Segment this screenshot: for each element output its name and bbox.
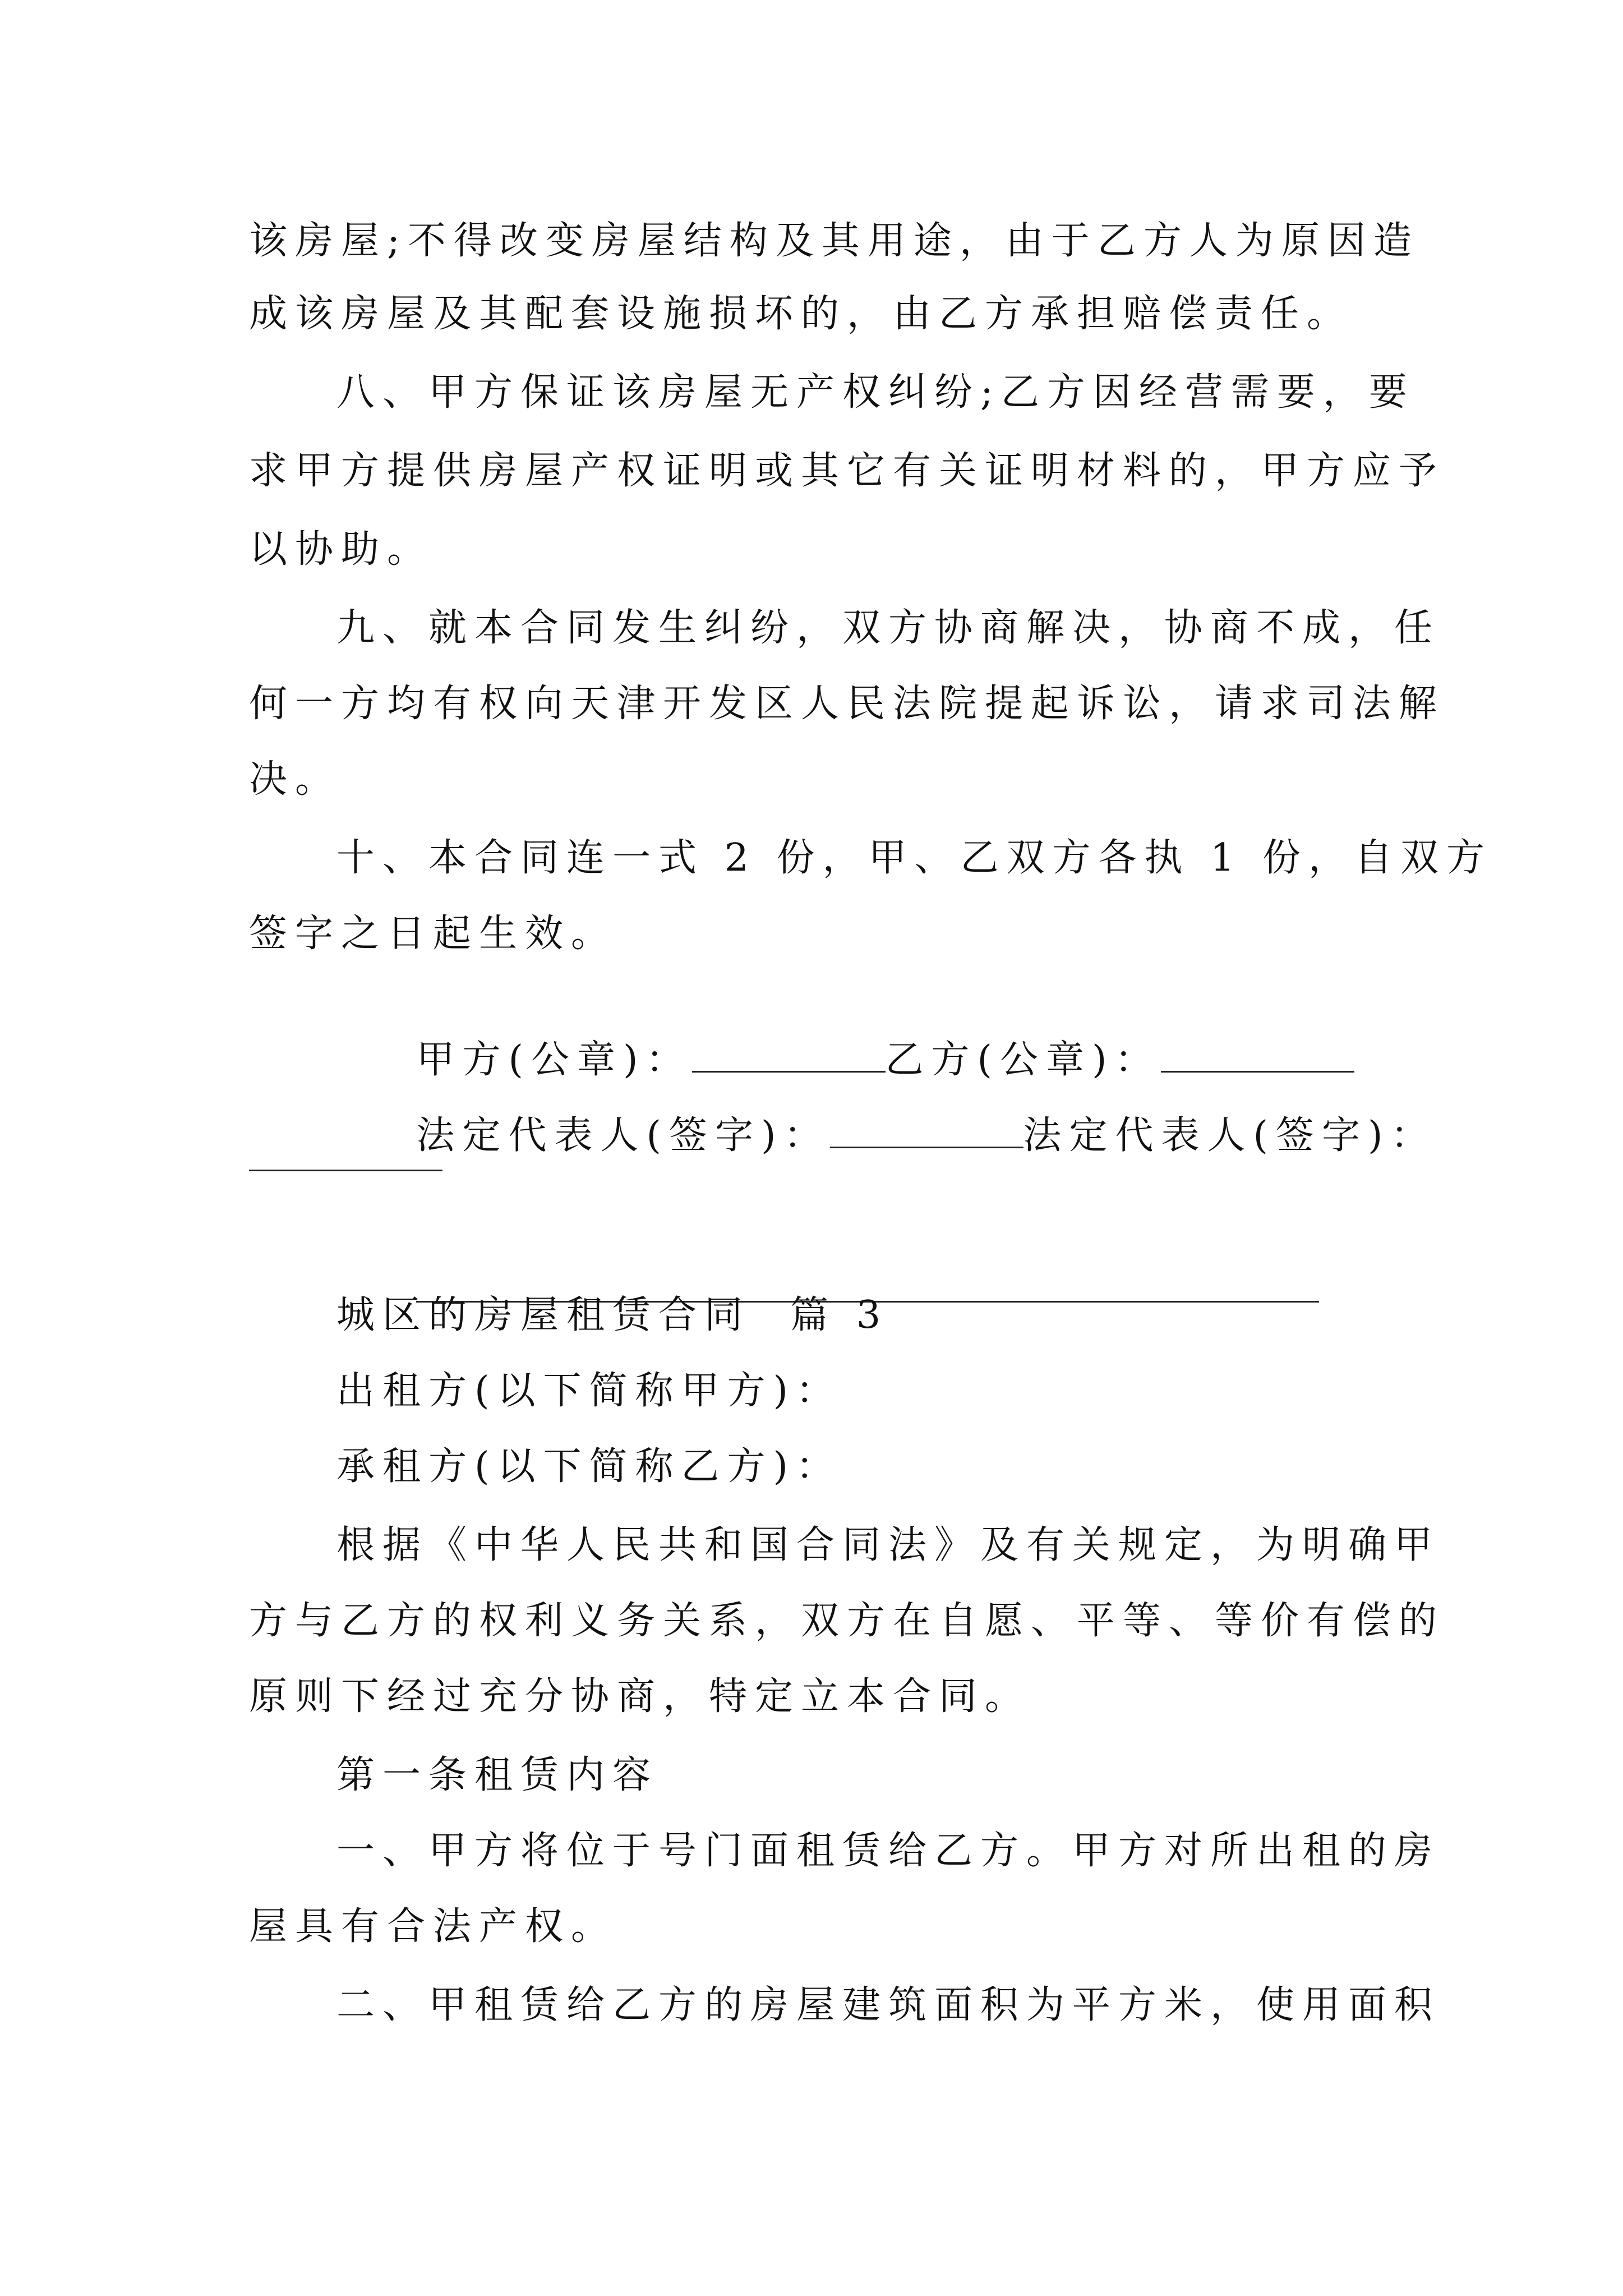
paragraph-line: 决。 [249, 757, 342, 802]
party-a-representative-label: 法定代表人(签字)： [416, 1114, 830, 1158]
party-b-seal-label: 乙方(公章)： [885, 1038, 1161, 1082]
item-2-line: 二、甲租赁给乙方的房屋建筑面积为平方米，使用面积 [336, 1983, 1441, 2027]
party-a-seal-label: 甲方(公章)： [416, 1038, 692, 1082]
year-blank [868, 1266, 1061, 1303]
paragraph-line: 方与乙方的权利义务关系，双方在自愿、平等、等价有偿的 [249, 1599, 1445, 1643]
party-a-signature-blank [830, 1112, 1023, 1148]
signature-line [336, 1060, 1437, 1212]
month-blank [1061, 1266, 1190, 1303]
paragraph-line: 屋具有合法产权。 [249, 1904, 617, 1949]
paragraph-line: 何一方均有权向天津开发区人民法院提起诉讼，请求司法解 [249, 682, 1445, 726]
paragraph-line: 签字之日起生效。 [249, 912, 617, 956]
paragraph-line: 该房屋;不得改变房屋结构及其用途，由于乙方人为原因造 [249, 219, 1419, 263]
day-blank [1190, 1266, 1319, 1303]
article-heading: 第一条租赁内容 [336, 1753, 659, 1797]
lessee-line: 承租方(以下简称乙方)： [336, 1444, 842, 1489]
paragraph-line: 求甲方提供房屋产权证明或其它有关证明材料的，甲方应予 [249, 449, 1445, 493]
item-1-line: 一、甲方将位于号门面租赁给乙方。甲方对所出租的房 [336, 1829, 1441, 1873]
clause-10-line: 十、本合同连一式 2 份，甲、乙双方各执 1 份，自双方 [336, 836, 1492, 880]
party-b-signature-blank [249, 1170, 442, 1171]
paragraph-line: 成该房屋及其配套设施损坏的，由乙方承担赔偿责任。 [249, 292, 1353, 336]
clause-9-line: 九、就本合同发生纠纷，双方协商解决，协商不成，任 [336, 606, 1441, 650]
paragraph-line: 以协助。 [249, 527, 434, 572]
clause-8-line: 八、甲方保证该房屋无产权纠纷;乙方因经营需要，要 [336, 370, 1415, 415]
paragraph-line: 原则下经过充分协商，特定立本合同。 [249, 1674, 1031, 1719]
party-b-representative-label: 法定代表人(签字)： [1023, 1114, 1437, 1158]
lessor-line: 出租方(以下简称甲方)： [336, 1369, 842, 1413]
section-title: 城区的房屋租赁合同 篇 3 [336, 1293, 889, 1337]
preamble-line: 根据《中华人民共和国合同法》及有关规定，为明确甲 [336, 1523, 1441, 1567]
